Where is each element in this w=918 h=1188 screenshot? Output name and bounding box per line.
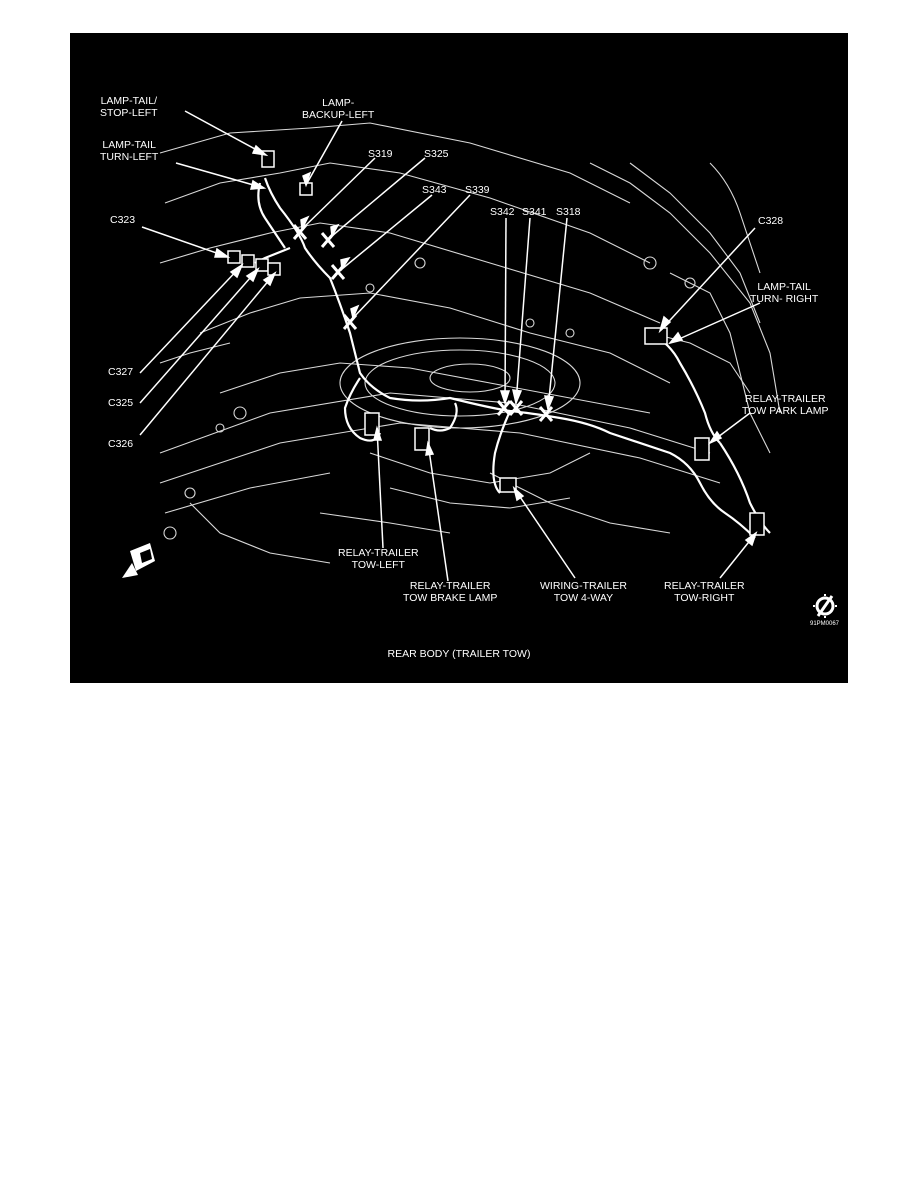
label-s339: S339 bbox=[465, 184, 490, 196]
wiring-trailer-tow-4way-plug bbox=[500, 478, 516, 492]
figure-code: 91PM0067 bbox=[810, 621, 840, 627]
label-c328: C328 bbox=[758, 215, 784, 227]
label-relay-trailer-tow-brake-lamp: RELAY-TRAILER TOW BRAKE LAMP bbox=[403, 580, 498, 604]
relay-trailer-tow-park-lamp-box bbox=[695, 438, 709, 460]
label-c323: C323 bbox=[110, 214, 136, 226]
label-relay-trailer-tow-left: RELAY-TRAILER TOW-LEFT bbox=[338, 547, 419, 571]
label-s318: S318 bbox=[556, 206, 581, 218]
c327-connector bbox=[242, 255, 254, 267]
label-lamp-tail-turn-right: LAMP-TAIL TURN- RIGHT bbox=[750, 281, 819, 305]
label-lamp-tail-turn-left: LAMP-TAIL TURN-LEFT bbox=[100, 139, 159, 163]
label-c325: C325 bbox=[108, 397, 134, 409]
label-c326: C326 bbox=[108, 438, 134, 450]
diagram-panel bbox=[70, 33, 848, 683]
service-symbol-icon bbox=[813, 594, 837, 618]
forward-direction-icon bbox=[122, 543, 155, 578]
label-lamp-backup-left: LAMP- BACKUP-LEFT bbox=[302, 97, 375, 121]
label-c327: C327 bbox=[108, 366, 134, 378]
label-s341: S341 bbox=[522, 206, 547, 218]
c323-connector bbox=[228, 251, 240, 263]
label-relay-trailer-tow-right: RELAY-TRAILER TOW-RIGHT bbox=[664, 580, 745, 604]
label-s325: S325 bbox=[424, 148, 449, 160]
figure-caption: REAR BODY (TRAILER TOW) bbox=[387, 648, 531, 660]
label-lamp-tail-stop-left: LAMP-TAIL/ STOP-LEFT bbox=[100, 95, 158, 119]
label-s343: S343 bbox=[422, 184, 447, 196]
label-relay-trailer-tow-park-lamp: RELAY-TRAILER TOW PARK LAMP bbox=[742, 393, 829, 417]
c328-connector bbox=[645, 328, 667, 344]
label-s319: S319 bbox=[368, 148, 393, 160]
label-wiring-trailer-tow-4way: WIRING-TRAILER TOW 4-WAY bbox=[540, 580, 627, 604]
label-s342: S342 bbox=[490, 206, 515, 218]
